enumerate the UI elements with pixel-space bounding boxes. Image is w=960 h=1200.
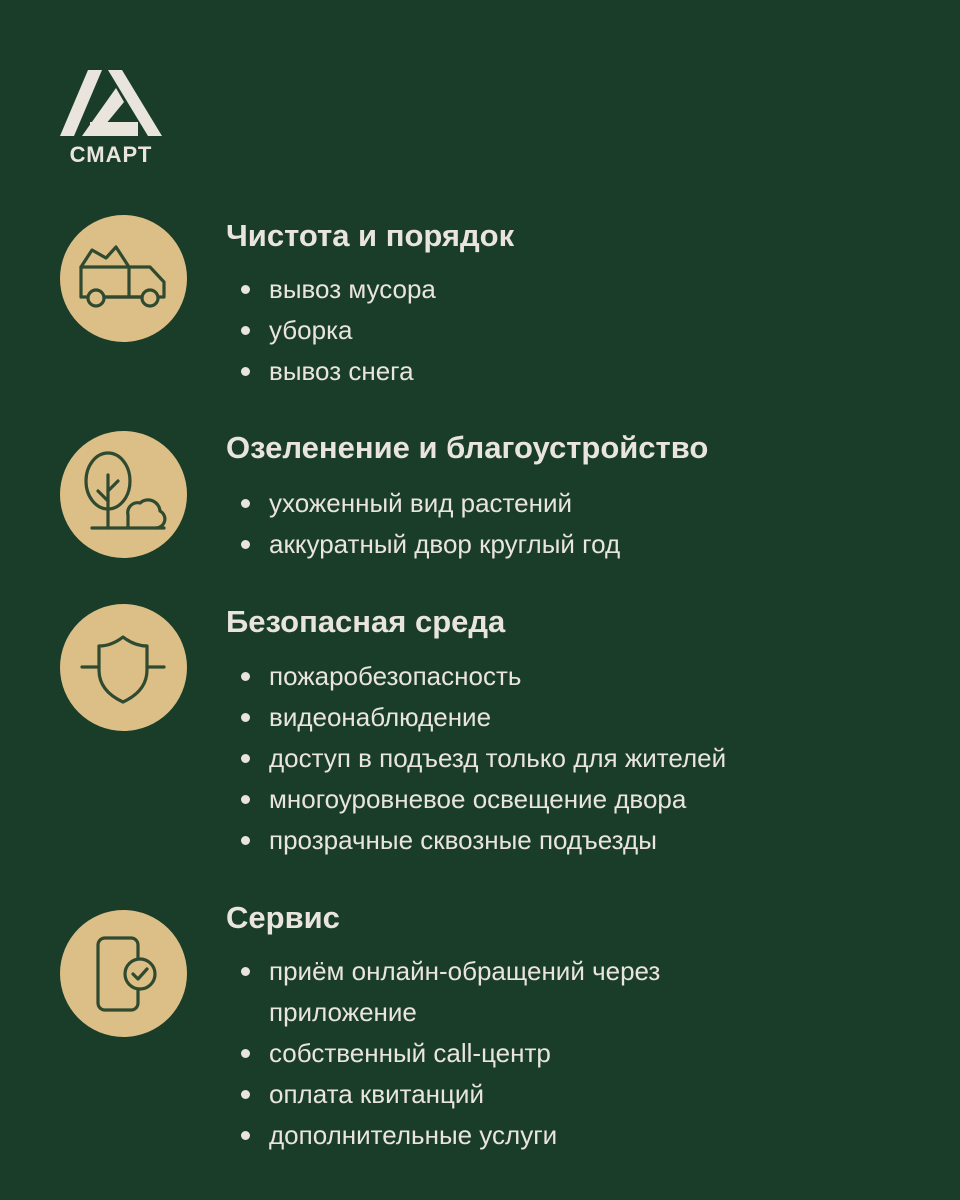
phone-check-icon xyxy=(60,910,187,1037)
list-item: видеонаблюдение xyxy=(226,697,829,738)
section-icon-circle xyxy=(60,215,187,342)
truck-icon xyxy=(60,215,187,342)
section-title: Сервис xyxy=(226,900,340,935)
list-item: аккуратный двор круглый год xyxy=(226,524,829,565)
section-list xyxy=(226,269,829,392)
brand-logo xyxy=(58,66,164,166)
list-item: пожаробезопасность xyxy=(226,656,829,697)
section-list xyxy=(226,951,829,1156)
list-item: дополнительные услуги xyxy=(226,1115,829,1156)
list-item: прозрачные сквозные подъезды xyxy=(226,820,829,861)
logo-mark-icon xyxy=(58,66,164,138)
list-item: доступ в подъезд только для жителей xyxy=(226,738,829,779)
list-item: оплата квитанций xyxy=(226,1074,829,1115)
list-item: многоуровневое освещение двора xyxy=(226,779,829,820)
section-list xyxy=(226,483,829,565)
logo-text: СМАРТ xyxy=(69,142,153,167)
list-item: уборка xyxy=(226,310,829,351)
list-item: собственный call-центр xyxy=(226,1033,829,1074)
section-icon-circle xyxy=(60,604,187,731)
section-list xyxy=(226,656,829,861)
section-title: Безопасная среда xyxy=(226,604,506,639)
list-item: ухоженный вид растений xyxy=(226,483,829,524)
section-icon-circle xyxy=(60,431,187,558)
list-item: вывоз мусора xyxy=(226,269,829,310)
section-title: Чистота и порядок xyxy=(226,218,515,253)
shield-icon xyxy=(60,604,187,731)
section-icon-circle xyxy=(60,910,187,1037)
list-item: вывоз снега xyxy=(226,351,829,392)
tree-icon xyxy=(60,431,187,558)
section-title: Озеленение и благоустройство xyxy=(226,430,709,465)
list-item: приём онлайн-обращений через приложение xyxy=(226,951,739,1033)
